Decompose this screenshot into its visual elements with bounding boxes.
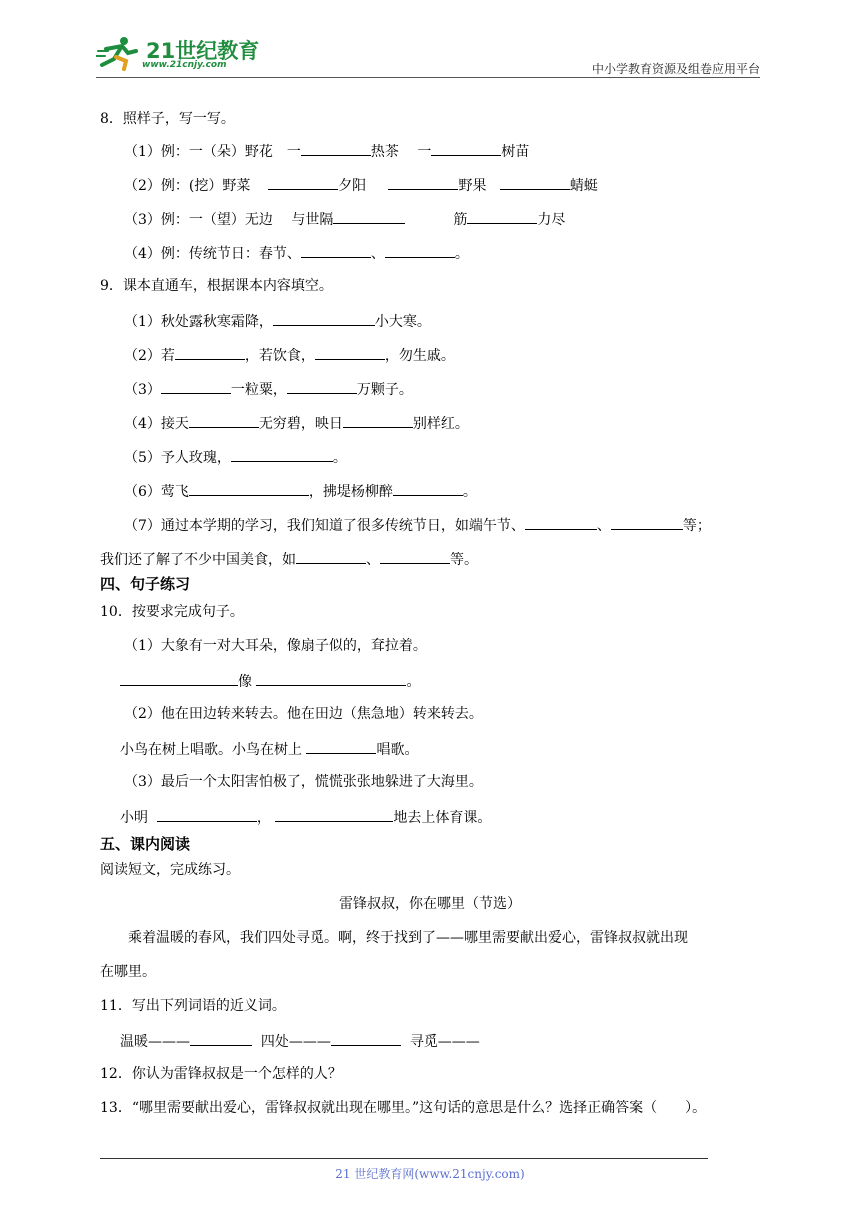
answer-blank[interactable] [301,141,371,156]
q11-word-2: 四处——— [260,1034,331,1050]
answer-blank[interactable] [161,379,231,394]
q10-line-2 [120,671,420,691]
answer-blank[interactable] [333,209,405,224]
q9-line-7 [124,515,711,535]
answer-blank[interactable] [190,1031,252,1046]
q9-l4-text-a: （4）接天 [124,416,189,432]
q8-line-2 [124,175,598,195]
q9-line-3 [124,379,413,399]
answer-blank[interactable] [315,345,385,360]
section-heading-5: 五、课内阅读 [100,835,191,853]
q10-title: 10．按要求完成句子。 [100,604,244,620]
q8-l1-text-c: 树苗 [501,144,530,160]
q9-l7-text-b: 、 [596,518,611,534]
q9-l6-text-b: ，拂堤杨柳醉 [308,484,393,500]
runner-logo-icon [96,35,142,71]
q9-l4-text-b: 无穷碧，映日 [258,416,343,432]
q8-line-1 [124,141,529,161]
q13-title: 13．“哪里需要献出爱心，雷锋叔叔就出现在哪里。”这句话的意思是什么？选择正确答案（ ）。 [100,1100,707,1116]
q9-l3-text-a: （3） [124,382,161,398]
q8-l3-text-a: （3）例：一（望）无边 与世隔 [124,212,334,228]
answer-blank[interactable] [343,413,413,428]
q11-title: 11．写出下列词语的近义词。 [100,998,286,1014]
reading-paragraph-line-2: 在哪里。 [100,964,156,980]
q9-l4-text-c: 别样红。 [412,416,469,432]
answer-blank[interactable] [467,209,537,224]
q8-l2-text-c: 野果 [458,178,487,194]
q9-l2-text-b: ，若饮食， [244,348,315,364]
q12-title: 12．你认为雷锋叔叔是一个怎样的人？ [100,1066,342,1082]
q9-l8-text-b: 、 [366,552,380,568]
answer-blank[interactable] [393,481,463,496]
logo-text: 21世纪教育 [146,39,260,63]
q9-line-4 [124,413,469,433]
answer-blank[interactable] [273,311,375,326]
q8-l3-text-b: 筋 [453,212,468,228]
q8-l4-text-c: 。 [454,246,469,262]
q9-l7-text-a: （7）通过本学期的学习，我们知道了很多传统节日，如端午节、 [124,518,525,534]
answer-blank[interactable] [189,481,309,496]
answer-blank[interactable] [189,413,259,428]
q9-l1-text-a: （1）秋处露秋寒霜降， [124,314,273,330]
answer-blank[interactable] [500,175,570,190]
q8-l2-text-b: 夕阳 [338,178,367,194]
q9-l5-text-a: （5）予人玫瑰， [124,450,231,466]
answer-blank[interactable] [275,807,393,822]
q10-l6-text-c: 地去上体育课。 [393,810,492,826]
q11-line [120,1031,480,1051]
answer-blank[interactable] [256,671,406,686]
answer-blank[interactable] [157,807,257,822]
answer-blank[interactable] [175,345,245,360]
q9-l1-text-b: 小大寒。 [374,314,431,330]
page-header [96,30,760,80]
answer-blank[interactable] [231,447,333,462]
q8-line-3 [124,209,565,229]
q9-title: 9．课本直通车，根据课本内容填空。 [100,278,333,294]
q8-l2-text-a: （2）例：(挖）野菜 [124,178,251,194]
q9-l6-text-c: 。 [462,484,477,500]
answer-blank[interactable] [611,515,683,530]
q10-line-5: （3）最后一个太阳害怕极了，慌慌张张地躲进了大海里。 [124,774,483,790]
q10-l2-text-a: 像 [238,674,252,690]
answer-blank[interactable] [268,175,338,190]
q8-line-4 [124,243,469,263]
q11-word-1: 温暖——— [120,1034,190,1050]
q10-l6-text-b: ， [256,810,271,826]
reading-intro: 阅读短文，完成练习。 [100,862,240,878]
logo-url: www.21cnjy.com [142,60,227,70]
reading-paragraph-line-1: 乘着温暖的春风，我们四处寻觅。啊，终于找到了——哪里需要献出爱心，雷锋叔叔就出现 [128,930,688,946]
q9-l3-text-b: 一粒粟， [230,382,287,398]
q9-line-5 [124,447,347,467]
answer-blank[interactable] [331,1031,401,1046]
q10-l6-text-a: 小明 [120,810,148,826]
q11-word-3: 寻觅——— [409,1034,480,1050]
q8-l3-text-c: 力尽 [537,212,566,228]
q8-l4-text-b: 、 [370,246,385,262]
q10-line-4 [120,739,418,759]
q10-l2-text-b: 。 [406,674,421,690]
answer-blank[interactable] [431,141,501,156]
header-divider [96,77,760,78]
q9-line-2 [124,345,455,365]
answer-blank[interactable] [120,671,238,686]
q10-line-1: （1）大象有一对大耳朵，像扇子似的，耷拉着。 [124,638,427,654]
q8-l1-text-b: 热茶 一 [370,144,432,160]
answer-blank[interactable] [301,243,371,258]
q10-l4-text-b: 唱歌。 [376,742,419,758]
q9-l7-text-c: 等； [682,518,711,534]
q9-line-8 [100,549,478,569]
answer-blank[interactable] [385,243,455,258]
q9-l8-text-c: 等。 [450,552,478,568]
site-logo [96,35,266,75]
footer-divider [100,1158,708,1159]
footer-text: 21 世纪教育网(www.21cnjy.com) [335,1167,525,1181]
q9-line-1 [124,311,431,331]
q8-l1-text-a: （1）例：一（朵）野花 一 [124,144,301,160]
answer-blank[interactable] [296,549,366,564]
q9-l3-text-c: 万颗子。 [356,382,413,398]
q9-l2-text-a: （2）若 [124,348,175,364]
q8-l4-text-a: （4）例：传统节日：春节、 [124,246,301,262]
q9-l8-text-a: 我们还了解了不少中国美食，如 [100,552,296,568]
answer-blank[interactable] [287,379,357,394]
q10-line-6 [120,807,491,827]
q10-line-3: （2）他在田边转来转去。他在田边（焦急地）转来转去。 [124,706,483,722]
reading-title: 雷锋叔叔，你在哪里（节选） [339,896,521,912]
q8-l2-text-d: 蜻蜓 [569,178,598,194]
q9-l6-text-a: （6）莺飞 [124,484,189,500]
q9-l5-text-b: 。 [332,450,347,466]
q8-title: 8．照样子，写一写。 [100,111,235,127]
q9-l2-text-c: ，勿生戚。 [384,348,455,364]
answer-blank[interactable] [306,739,376,754]
section-heading-4: 四、句子练习 [100,575,191,593]
answer-blank[interactable] [380,549,450,564]
q9-line-6 [124,481,477,501]
answer-blank[interactable] [525,515,597,530]
answer-blank[interactable] [388,175,458,190]
q10-l4-text-a: 小鸟在树上唱歌。小鸟在树上 [120,742,302,758]
header-platform-text: 中小学教育资源及组卷应用平台 [591,62,760,76]
